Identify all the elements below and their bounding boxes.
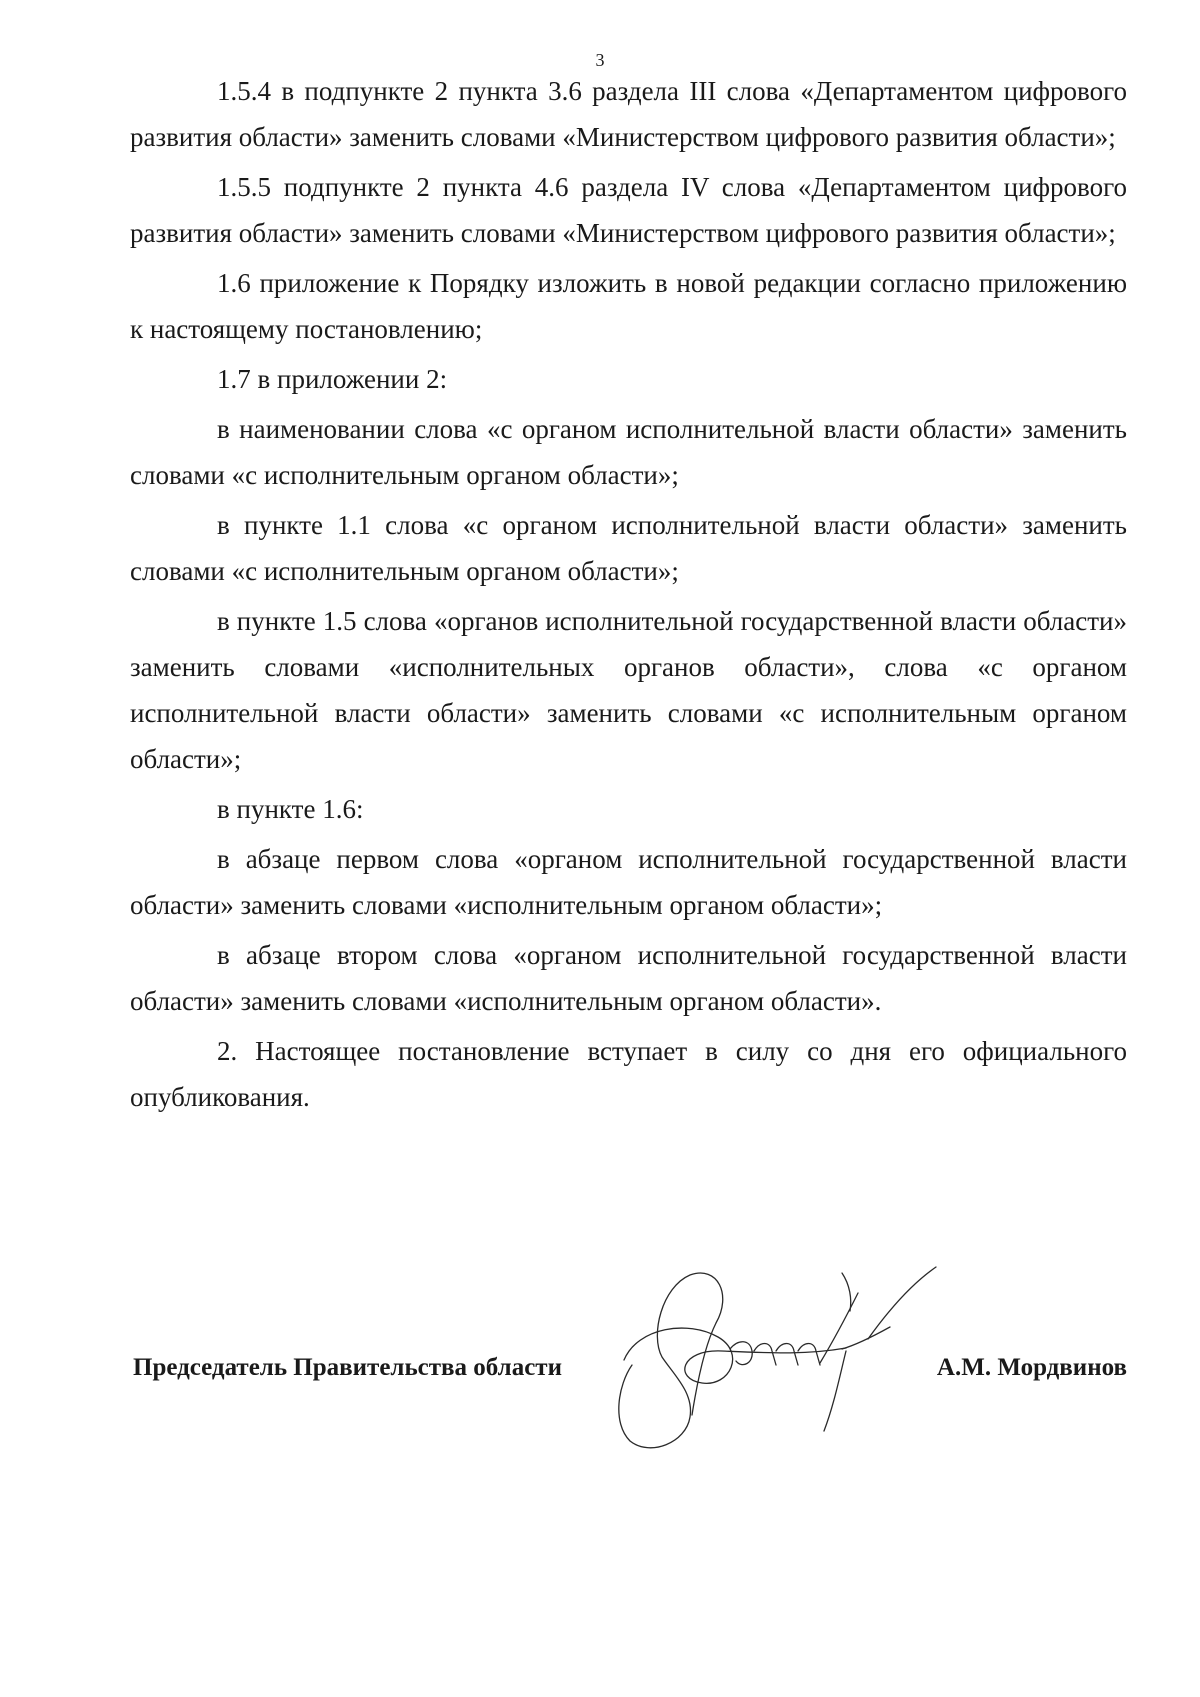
paragraph-1-5-5: 1.5.5 подпункте 2 пункта 4.6 раздела IV слова «Департаментом цифрового развития области» заменить словами «Министерством цифрового развития области»; xyxy=(130,172,1127,248)
paragraph-point-1-6: в пункте 1.6: xyxy=(217,794,364,824)
signature-block xyxy=(133,1348,1127,1388)
page-number: 3 xyxy=(595,50,605,70)
signer-name: А.М. Мордвинов xyxy=(936,1354,1127,1381)
paragraph-effective: 2. Настоящее постановление вступает в силу со дня его официального опубликования. xyxy=(130,1036,1127,1112)
paragraph-1-7: 1.7 в приложении 2: xyxy=(217,364,448,394)
document-body xyxy=(130,68,1127,1120)
paragraph-point-1-1: в пункте 1.1 слова «с органом исполнительной власти области» заменить словами «с исполнительным органом области»; xyxy=(130,510,1127,586)
paragraph-second-abzac: в абзаце втором слова «органом исполнительной государственной власти области» заменить словами «исполнительным органом области». xyxy=(130,940,1127,1016)
paragraph-point-1-5: в пункте 1.5 слова «органов исполнительной государственной власти области» заменить словами «исполнительных органов области», слова «с органом исполнительной власти области» заменить словами «с исполнительным органом области»; xyxy=(130,606,1127,774)
paragraph-1-5-4: 1.5.4 в подпункте 2 пункта 3.6 раздела III слова «Департаментом цифрового развития области» заменить словами «Министерством цифрового развития области»; xyxy=(130,76,1127,152)
paragraph-first-abzac: в абзаце первом слова «органом исполнительной государственной власти области» заменить словами «исполнительным органом области»; xyxy=(130,844,1127,920)
paragraph-naming: в наименовании слова «с органом исполнительной власти области» заменить словами «с исполнительным органом области»; xyxy=(130,414,1127,490)
paragraph-1-6: 1.6 приложение к Порядку изложить в новой редакции согласно приложению к настоящему постановлению; xyxy=(130,268,1127,344)
signer-title: Председатель Правительства области xyxy=(133,1354,562,1381)
